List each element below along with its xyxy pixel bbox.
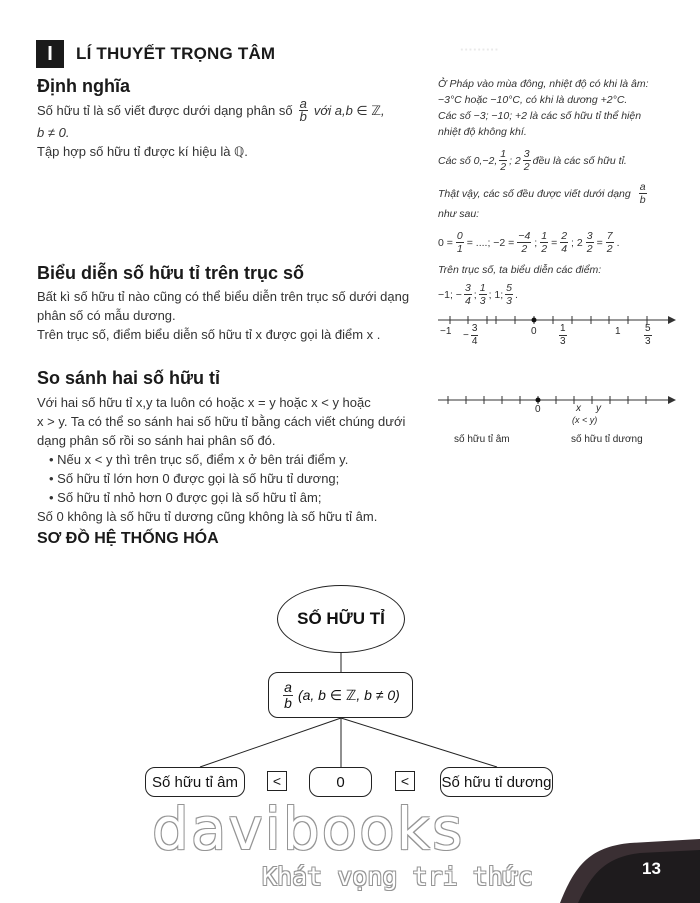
diagram-less-than-2: < (395, 771, 415, 791)
number-line-l1: Bất kì số hữu tỉ nào cũng có thể biểu diễn trên trục số dưới dạng (37, 289, 410, 304)
diagram-zero-node: 0 (309, 767, 372, 797)
ghost-bleed-text: ········· (460, 42, 499, 57)
compare-bullet2: • Số hữu tỉ lớn hơn 0 được gọi là số hữu tỉ dương; (49, 471, 340, 486)
number-line-heading: Biểu diễn số hữu tỉ trên trục số (37, 263, 305, 283)
definition-fraction: $\frac{a}{b}$ (299, 96, 307, 124)
side-def-equation: 0 = $\frac{0}{1}$ = ....; −2 = $\frac{-4}{2}$ ; $\frac{1}{2}$ = $\frac{2}{4}$ ; 2 $\frac{3}{2}$ = $\frac{7}{2}$ . (438, 230, 620, 255)
diagram-root-node: SỐ HỮU TỈ (277, 585, 405, 653)
nl-tick-13: $\frac{1}{3}$ (560, 323, 566, 347)
number-line-l3: Trên trục số, điểm biểu diễn số hữu tỉ x được gọi là điểm x . (37, 327, 381, 342)
cmp-zero: 0 (535, 404, 541, 415)
number-line-l2: phân số có mẫu dương. (37, 308, 176, 323)
side-def-line1: Ở Pháp vào mùa đông, nhiệt độ có khi là âm: (438, 78, 649, 90)
compare-l2: x > y. Ta có thể so sánh hai số hữu tỉ bằng cách viết chúng dưới (37, 414, 406, 429)
side-def-line4: nhiệt độ không khí. (438, 126, 527, 138)
side-def-line7: như sau: (438, 208, 480, 220)
watermark-slogan: Khát vọng tri thức (262, 862, 533, 891)
compare-bullet3: • Số hữu tỉ nhỏ hơn 0 được gọi là số hữu tỉ âm; (49, 490, 322, 505)
compare-l3: dạng phân số rồi so sánh hai phân số đó. (37, 433, 276, 448)
page-corner-tab (520, 825, 700, 903)
diagram-heading: SƠ ĐỒ HỆ THỐNG HÓA (37, 530, 219, 547)
compare-heading: So sánh hai số hữu tỉ (37, 368, 221, 388)
compare-bullet1: • Nếu x < y thì trên trục số, điểm x ở bên trái điểm y. (49, 452, 349, 467)
definition-line1-post: với a,b ∈ ℤ, (313, 103, 385, 118)
side-def-line5: Các số 0,−2, $\frac{1}{2}$ ; 2 $\frac{3}{2}$ đều là các số hữu tỉ. (438, 148, 627, 173)
side-def-line2: −3°C hoặc −10°C, có khi là dương +2°C. (438, 94, 628, 106)
compare-l4: Số 0 không là số hữu tỉ dương cũng không là số hữu tỉ âm. (37, 509, 378, 524)
cmp-x: x (576, 403, 581, 414)
section-title: LÍ THUYẾT TRỌNG TÂM (76, 44, 276, 63)
diagram-definition-node: $\frac{a}{b}$ (a, b ∈ ℤ, b ≠ 0) (268, 672, 413, 718)
definition-line1-pre: Số hữu tỉ là số viết được dưới dạng phân số (37, 103, 293, 118)
cmp-xy: (x < y) (572, 415, 598, 425)
definition-line3: Tập hợp số hữu tỉ được kí hiệu là ℚ. (37, 144, 248, 159)
nl-tick-53: $\frac{5}{3}$ (645, 323, 651, 347)
side-def-line6: Thật vậy, các số đều được viết dưới dạng $\frac{a}{b}$ (438, 181, 646, 206)
side-nl-intro: Trên trục số, ta biểu diễn các điểm: (438, 264, 602, 276)
diagram-positive-node: Số hữu tỉ dương (440, 767, 553, 797)
section-badge: I (36, 40, 64, 68)
nl-tick-m34: − $\frac{3}{4}$ (463, 323, 478, 347)
cmp-pos-label: số hữu tỉ dương (571, 434, 643, 445)
side-nl-points: −1; − $\frac{3}{4}$ ; $\frac{1}{3}$ ; 1; $\frac{5}{3}$ . (438, 282, 518, 307)
nl-tick-m1: −1 (440, 326, 452, 337)
cmp-y: y (596, 403, 601, 414)
compare-l1: Với hai số hữu tỉ x,y ta luôn có hoặc x = y hoặc x < y hoặc (37, 395, 371, 410)
diagram-less-than-1: < (267, 771, 287, 791)
diagram-negative-node: Số hữu tỉ âm (145, 767, 245, 797)
side-def-line3: Các số −3; −10; +2 là các số hữu tỉ thể hiện (438, 110, 642, 122)
nl-tick-0: 0 (531, 326, 537, 337)
nl-tick-1: 1 (615, 326, 621, 337)
watermark-brand: davibooks (152, 795, 465, 863)
definition-line2: b ≠ 0. (37, 125, 70, 140)
page-number: 13 (642, 859, 661, 878)
definition-heading: Định nghĩa (37, 76, 130, 96)
cmp-neg-label: số hữu tỉ âm (454, 434, 510, 445)
